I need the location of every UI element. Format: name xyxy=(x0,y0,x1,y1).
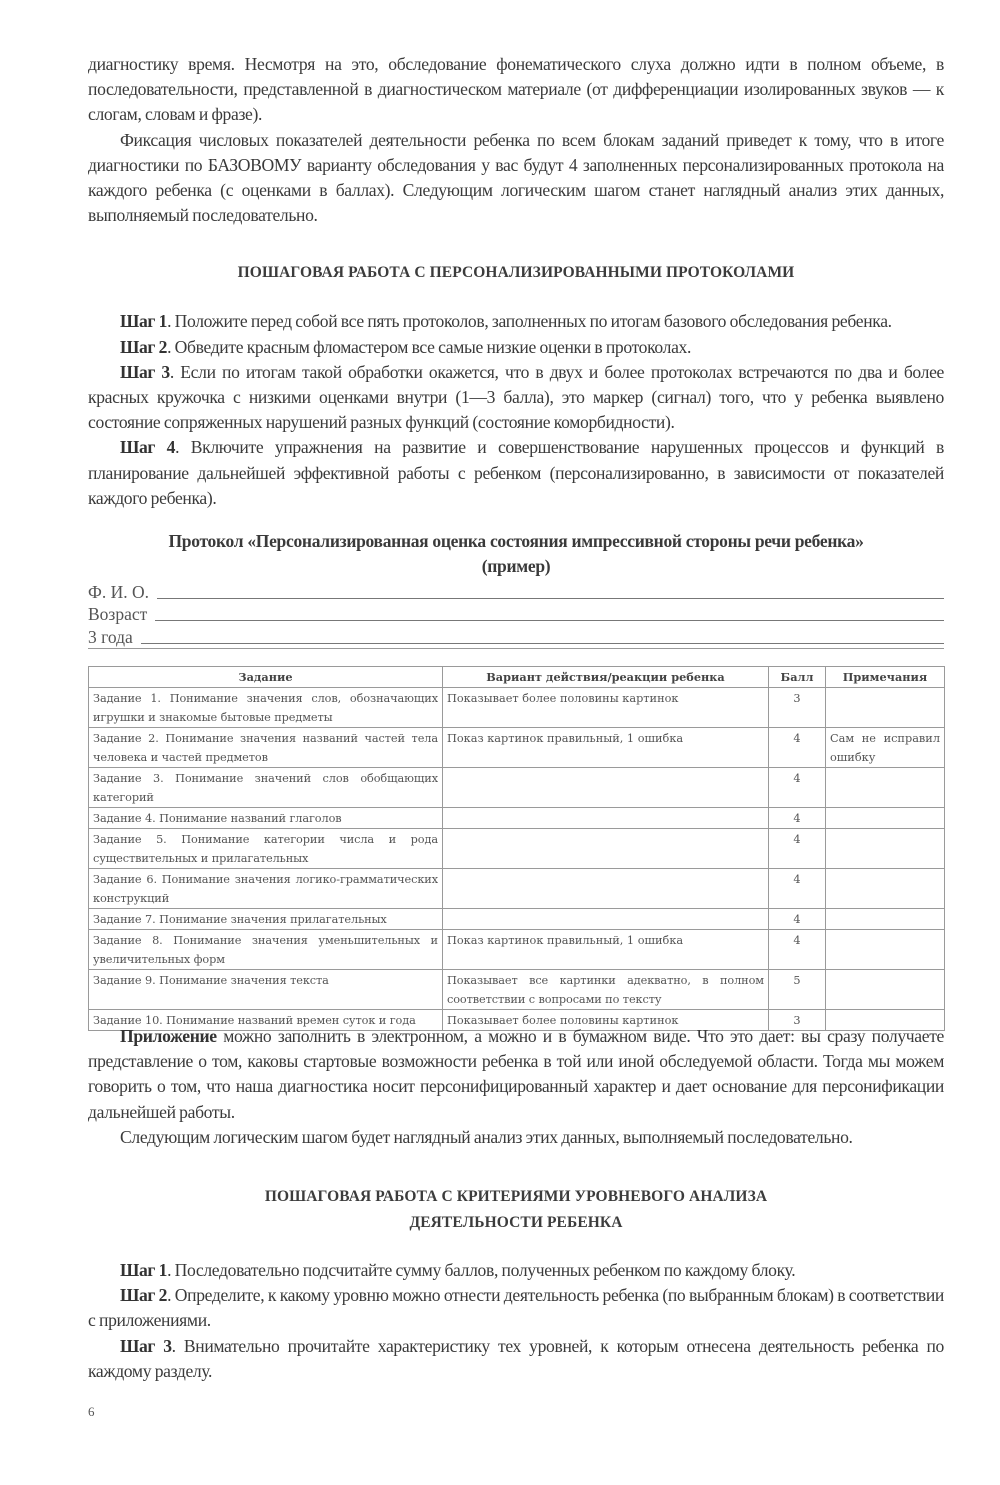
score-cell: 4 xyxy=(769,808,826,829)
reaction-cell xyxy=(443,869,769,909)
reaction-cell xyxy=(443,808,769,829)
divider xyxy=(88,648,944,649)
score-cell: 3 xyxy=(769,688,826,728)
step-text: . Положите перед собой все пять протоколов, заполненных по итогам базового обследования ребенка. xyxy=(167,311,892,332)
note-cell xyxy=(826,869,945,909)
score-cell: 4 xyxy=(769,869,826,909)
form-label-age: Возраст xyxy=(88,604,148,625)
reaction-cell: Показ картинок правильный, 1 ошибка xyxy=(443,728,769,768)
section-1-heading: ПОШАГОВАЯ РАБОТА С ПЕРСОНАЛИЗИРОВАННЫМИ ПРОТОКОЛАМИ xyxy=(237,264,795,282)
table-header-row xyxy=(89,667,945,688)
step-label: Шаг 2 xyxy=(120,1285,168,1306)
reaction-cell xyxy=(443,768,769,808)
reaction-cell xyxy=(443,909,769,930)
section-1-step-1 xyxy=(88,309,944,334)
task-cell: Задание 10. Понимание названий времен суток и года xyxy=(89,1010,443,1031)
intro-paragraph-1: диагностику время. Несмотря на это, обследование фонематического слуха должно идти в полном объеме, в последовательности, представленной в диагностическом материале (от дифференциации изолированных звуков — к слогам, словам и фразе). xyxy=(88,54,944,125)
table-row xyxy=(89,909,945,930)
reaction-cell xyxy=(443,829,769,869)
protocol-table xyxy=(88,666,945,1031)
note-cell xyxy=(826,688,945,728)
column-header-task: Задание xyxy=(89,667,443,688)
page-content-lower xyxy=(88,1024,944,1384)
form-field-age-value xyxy=(88,624,944,647)
protocol-subtitle: (пример) xyxy=(481,556,551,577)
task-cell: Задание 8. Понимание значения уменьшительных и увеличительных форм xyxy=(89,930,443,970)
step-text: . Определите, к какому уровню можно отнести деятельность ребенка (по выбранным блокам) в соответствии с приложениями. xyxy=(88,1285,944,1331)
table-row xyxy=(89,688,945,728)
task-cell: Задание 2. Понимание значения названий частей тела человека и частей предметов xyxy=(89,728,443,768)
table-row xyxy=(89,808,945,829)
note-cell xyxy=(826,808,945,829)
form-label-name: Ф. И. О. xyxy=(88,581,149,602)
column-header-reaction: Вариант действия/реакции ребенка xyxy=(443,667,769,688)
column-header-score: Балл xyxy=(769,667,826,688)
note-cell: Сам не исправил ошибку xyxy=(826,728,945,768)
section-1-step-3 xyxy=(88,360,944,436)
section-2-step-3 xyxy=(88,1334,944,1384)
step-text: . Обведите красным фломастером все самые низкие оценки в протоколах. xyxy=(167,336,692,357)
note-cell xyxy=(826,930,945,970)
table-row xyxy=(89,829,945,869)
section-2-heading-line-2: ДЕЯТЕЛЬНОСТИ РЕБЕНКА xyxy=(409,1214,623,1232)
table-row xyxy=(89,768,945,808)
task-cell: Задание 6. Понимание значения логико-грамматических конструкций xyxy=(89,869,443,909)
age-input-line[interactable] xyxy=(155,620,944,621)
step-label: Шаг 3 xyxy=(120,361,170,382)
appendix-label: Приложение xyxy=(120,1026,217,1046)
task-cell: Задание 1. Понимание значения слов, обозначающих игрушки и знакомые бытовые предметы xyxy=(89,688,443,728)
step-label: Шаг 1 xyxy=(120,311,168,332)
reaction-cell: Показывает все картинки адекватно, в полном соответствии с вопросами по тексту xyxy=(443,970,769,1010)
task-cell: Задание 4. Понимание названий глаголов xyxy=(89,808,443,829)
after-table-paragraph-1 xyxy=(88,1024,944,1125)
note-cell xyxy=(826,829,945,869)
reaction-cell: Показ картинок правильный, 1 ошибка xyxy=(443,930,769,970)
score-cell: 4 xyxy=(769,909,826,930)
table-row xyxy=(89,930,945,970)
table-row xyxy=(89,970,945,1010)
name-input-line[interactable] xyxy=(157,598,944,599)
step-label: Шаг 2 xyxy=(120,336,168,357)
task-cell: Задание 3. Понимание значений слов обобщающих категорий xyxy=(89,768,443,808)
form-label-age-value: 3 года xyxy=(88,626,133,647)
after-table-paragraph-2: Следующим логическим шагом будет наглядный анализ этих данных, выполняемый последовательно. xyxy=(120,1126,853,1147)
score-cell: 5 xyxy=(769,970,826,1010)
table-row xyxy=(89,728,945,768)
step-text: . Внимательно прочитайте характеристику тех уровней, к которым отнесена деятельность ребенка по каждому разделу. xyxy=(88,1335,945,1381)
section-2-heading-line-1: ПОШАГОВАЯ РАБОТА С КРИТЕРИЯМИ УРОВНЕВОГО АНАЛИЗА xyxy=(264,1188,768,1206)
table-row xyxy=(89,869,945,909)
form-field-name xyxy=(88,579,944,602)
intro-paragraph-2: Фиксация числовых показателей деятельности ребенка по всем блокам заданий приведет к тому, что в итоге диагностики по БАЗОВОМУ варианту обследования у вас будут 4 заполненных персонализированных протокола на каждого ребенка (с оценками в баллах). Следующим логическим шагом станет наглядный анализ этих данных, выполняемый последовательно. xyxy=(88,129,944,226)
score-cell: 4 xyxy=(769,930,826,970)
score-cell: 4 xyxy=(769,829,826,869)
form-field-age xyxy=(88,602,944,625)
protocol-title: Протокол «Персонализированная оценка состояния импрессивной стороны речи ребенка» xyxy=(168,531,864,552)
section-2-step-1 xyxy=(88,1258,944,1283)
score-cell: 4 xyxy=(769,728,826,768)
task-cell: Задание 5. Понимание категории числа и рода существительных и прилагательных xyxy=(89,829,443,869)
step-text: . Если по итогам такой обработки окажется, что в двух и более протоколах встречаются по два и более красных кружочка с низкими оценками внутри (1—3 балла), это маркер (сигнал) того, что у ребенка выявлено состояние сопряженных нарушений разных функций (состояние коморбидности). xyxy=(88,361,944,433)
appendix-text: можно заполнить в электронном, а можно и в бумажном виде. Что это дает: вы сразу получаете представление о том, каковы стартовые возможности ребенка в той или иной обследуемой области. Тогда мы можем говорить о том, что наша диагностика носит персонифицированный характер и дает основание для персонификации дальнейшей работы. xyxy=(88,1026,944,1122)
step-label: Шаг 3 xyxy=(120,1335,172,1356)
reaction-cell: Показывает более половины картинок xyxy=(443,1010,769,1031)
section-1-step-2 xyxy=(88,335,944,360)
age-value-input-line[interactable] xyxy=(141,643,944,644)
section-2-step-2 xyxy=(88,1283,944,1333)
page-number: 6 xyxy=(88,1404,95,1419)
step-text: . Последовательно подсчитайте сумму баллов, полученных ребенком по каждому блоку. xyxy=(167,1260,796,1281)
column-header-notes: Примечания xyxy=(826,667,945,688)
section-1-step-4 xyxy=(88,435,944,511)
step-label: Шаг 4 xyxy=(120,437,176,458)
step-label: Шаг 1 xyxy=(120,1260,168,1281)
page-content xyxy=(88,52,944,649)
note-cell xyxy=(826,768,945,808)
task-cell: Задание 9. Понимание значения текста xyxy=(89,970,443,1010)
reaction-cell: Показывает более половины картинок xyxy=(443,688,769,728)
score-cell: 3 xyxy=(769,1010,826,1031)
task-cell: Задание 7. Понимание значения прилагательных xyxy=(89,909,443,930)
step-text: . Включите упражнения на развитие и совершенствование нарушенных процессов и функций в планирование дальнейшей эффективной работы с ребенком (персонализированно, в зависимости от показателей каждого ребенка). xyxy=(88,437,944,508)
note-cell xyxy=(826,909,945,930)
note-cell xyxy=(826,970,945,1010)
score-cell: 4 xyxy=(769,768,826,808)
